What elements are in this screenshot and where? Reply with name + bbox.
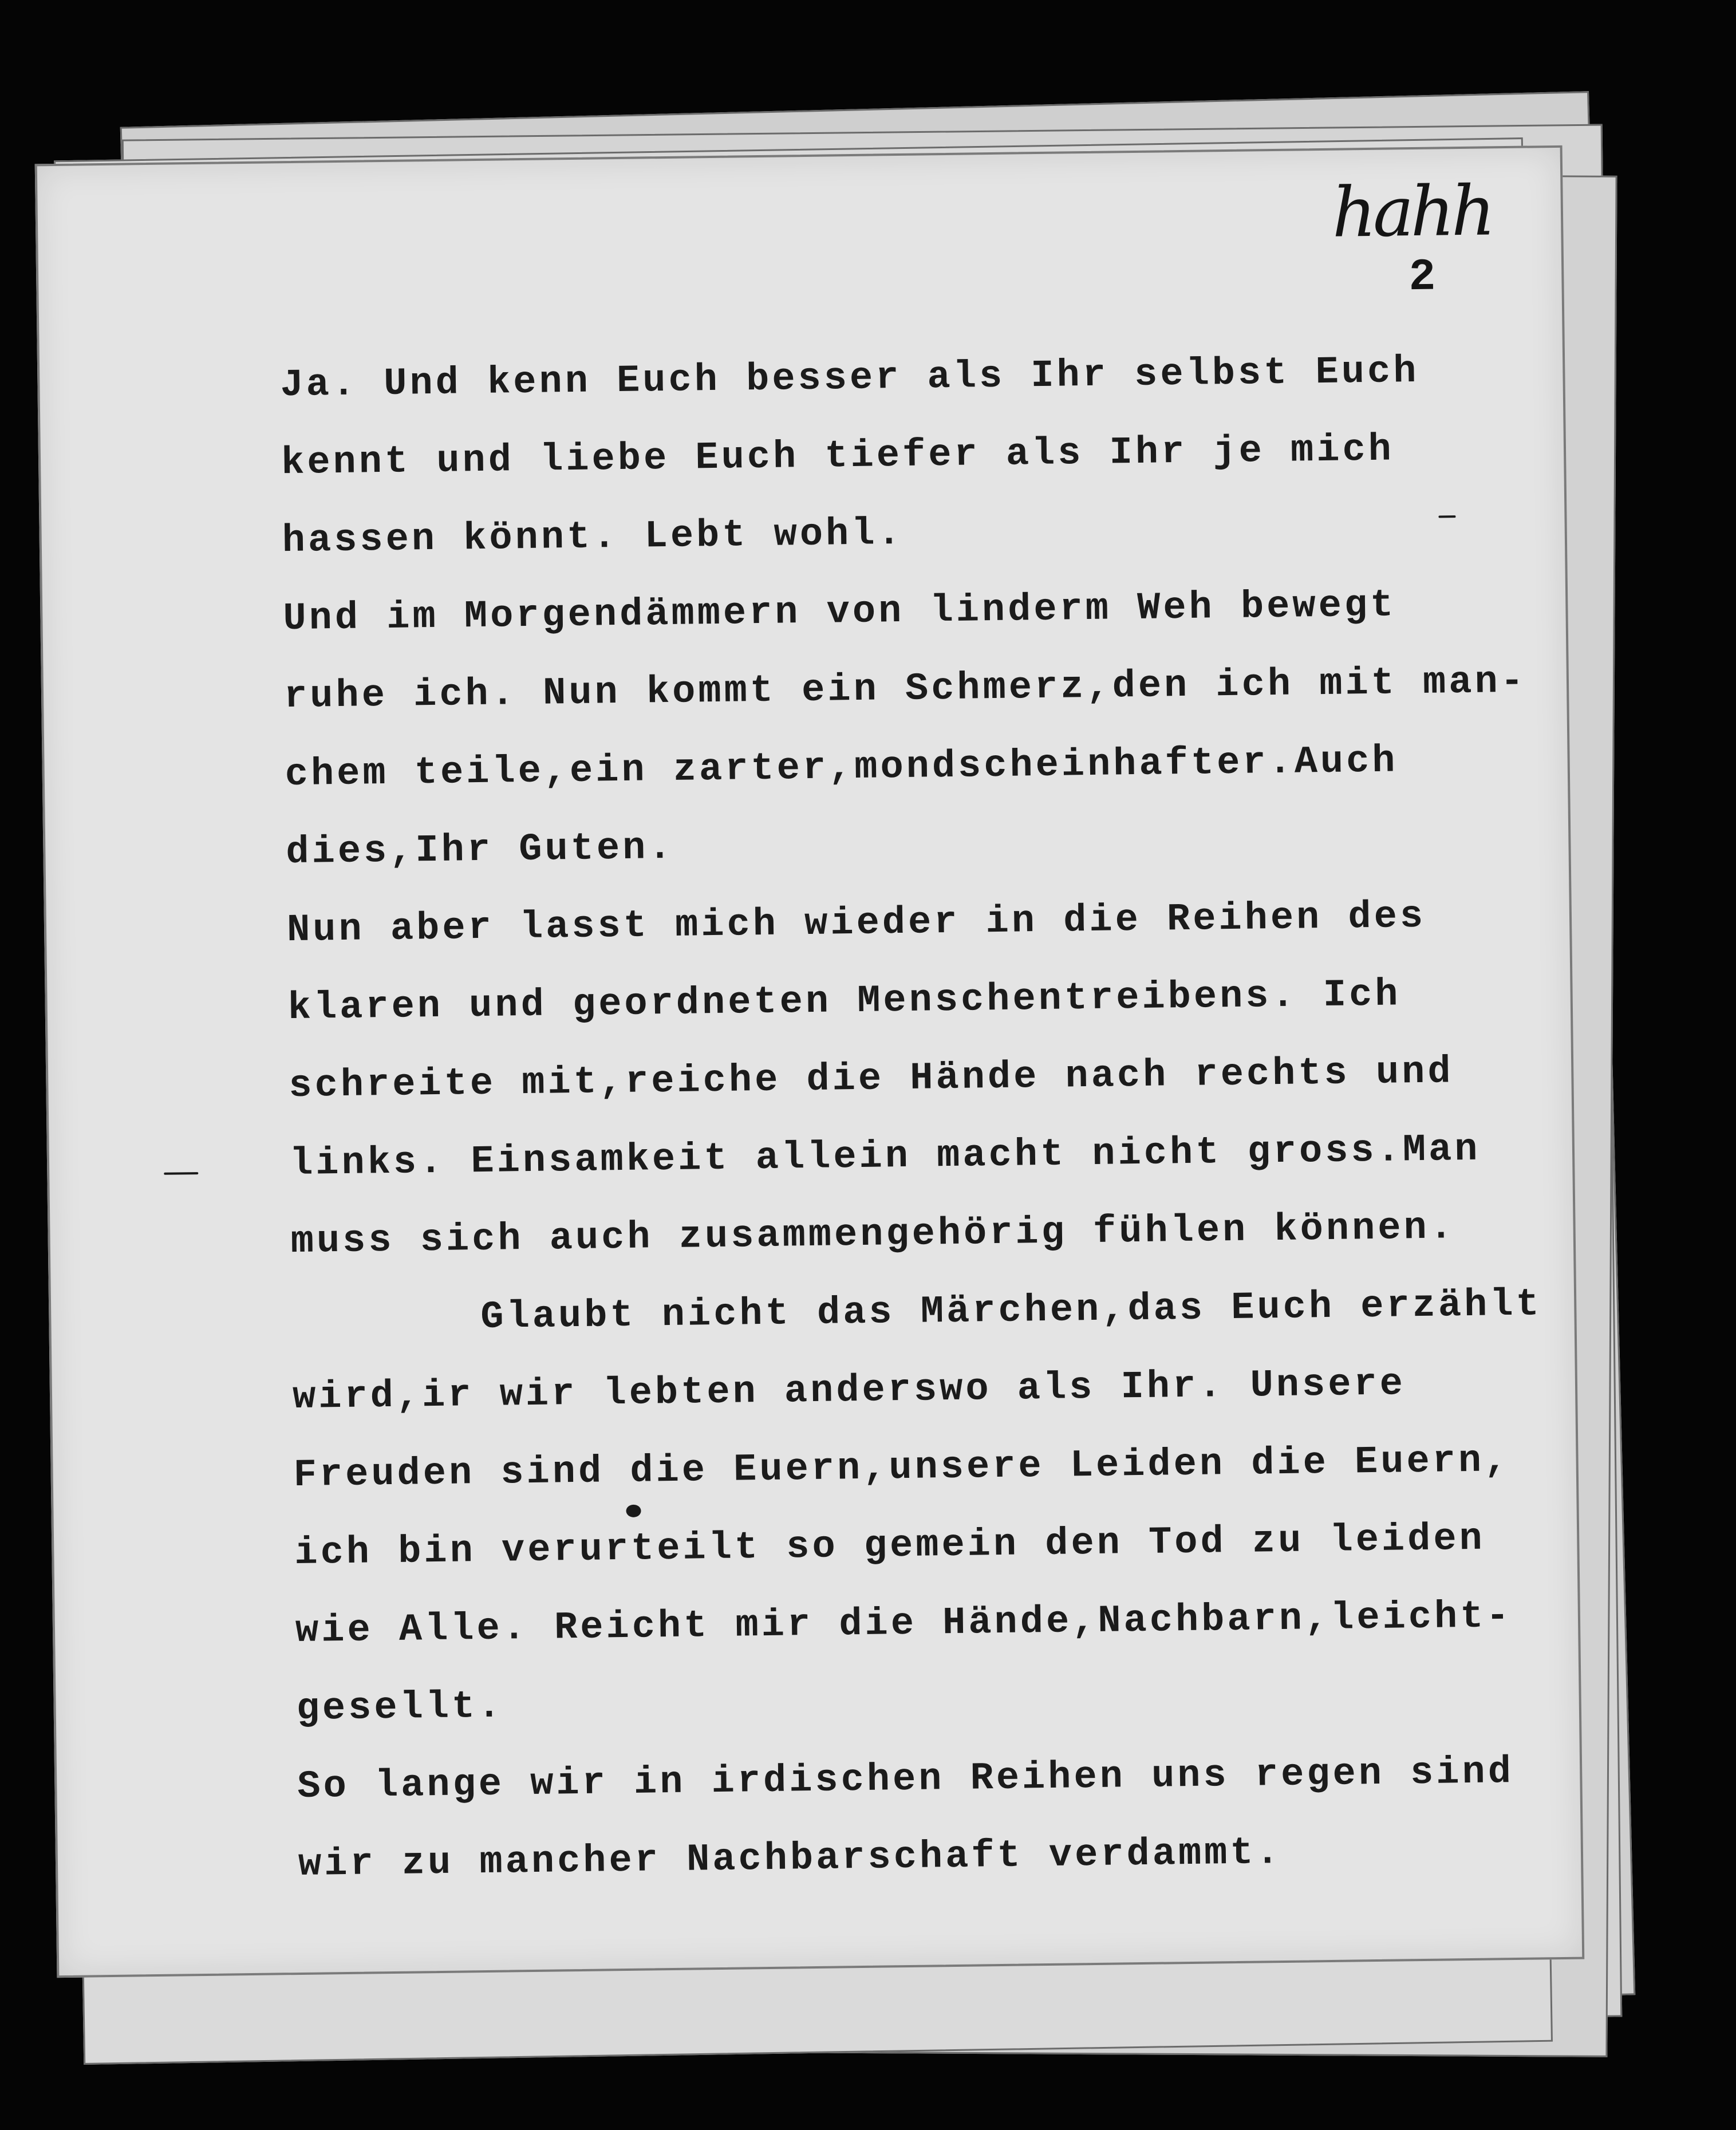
- text-line: links. Einsamkeit allein macht nicht gross.Man: [289, 1127, 1481, 1186]
- text-line: Glaubt nicht das Märchen,das Euch erzählt: [480, 1283, 1542, 1340]
- text-line: ich bin verurteilt so gemein den Tod zu leiden: [294, 1517, 1486, 1576]
- text-body: [280, 331, 1559, 1904]
- typewritten-page: [35, 145, 1585, 1978]
- ink-smudge: [1438, 515, 1455, 518]
- text-line: chem teile,ein zarter,mondscheinhafter.Auch: [285, 739, 1399, 797]
- text-line: hassen könnt. Lebt wohl.: [282, 511, 904, 563]
- text-line: ruhe ich. Nun kommt ein Schmerz,den ich mit man-: [283, 660, 1527, 719]
- text-line: dies,Ihr Guten.: [286, 826, 674, 875]
- page-number: 2: [1408, 252, 1436, 303]
- text-line: wird,ir wir lebten anderswo als Ihr. Unsere: [292, 1362, 1406, 1420]
- text-line: Ja. Und kenn Euch besser als Ihr selbst Euch: [280, 349, 1419, 408]
- text-line: klaren und geordneten Menschentreibens. Ich: [287, 973, 1402, 1031]
- text-line: Und im Morgendämmern von linderm Weh bewegt: [283, 583, 1396, 641]
- text-line: gesellt.: [296, 1685, 504, 1731]
- text-line: kennt und liebe Euch tiefer als Ihr je mich: [281, 428, 1395, 486]
- text-line: So lange wir in irdischen Reihen uns regen sind: [297, 1750, 1514, 1809]
- text-line: muss sich auch zusammengehörig fühlen können.: [290, 1206, 1456, 1264]
- text-line: Nun aber lasst mich wieder in die Reihen des: [286, 894, 1426, 953]
- text-line: schreite mit,reiche die Hände nach rechts und: [288, 1050, 1454, 1109]
- ink-smudge: [164, 1172, 198, 1175]
- text-line: Freuden sind die Euern,unsere Leiden die Euern,: [293, 1439, 1510, 1498]
- handwritten-annotation: hahh: [1331, 171, 1493, 253]
- text-line: wir zu mancher Nachbarschaft verdammt.: [298, 1831, 1283, 1887]
- text-line: wie Alle. Reicht mir die Hände,Nachbarn,leicht-: [295, 1595, 1513, 1654]
